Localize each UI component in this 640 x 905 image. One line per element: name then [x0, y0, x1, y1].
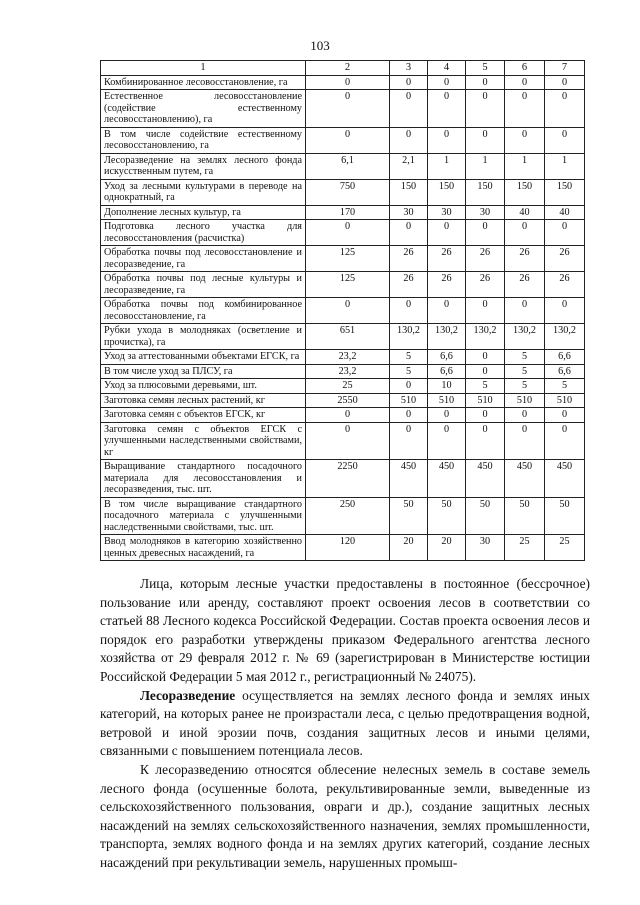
cell-value: 0 — [466, 364, 505, 379]
cell-value: 0 — [545, 298, 585, 324]
cell-value: 0 — [306, 220, 390, 246]
cell-value: 0 — [545, 90, 585, 128]
cell-value: 20 — [428, 535, 466, 561]
cell-value: 0 — [505, 127, 545, 153]
table-row — [101, 90, 585, 128]
cell-value: 10 — [428, 379, 466, 394]
table-row — [101, 408, 585, 423]
row-label: Комбинированное лесовосстановление, га — [101, 75, 306, 90]
cell-value: 510 — [505, 393, 545, 408]
cell-value: 0 — [390, 298, 428, 324]
cell-value: 0 — [306, 127, 390, 153]
row-label: Ввод молодняков в категорию хозяйственно ценных древесных насаждений, га — [101, 535, 306, 561]
cell-value: 250 — [306, 497, 390, 535]
cell-value: 0 — [466, 220, 505, 246]
cell-value: 0 — [466, 75, 505, 90]
cell-value: 510 — [390, 393, 428, 408]
cell-value: 150 — [505, 179, 545, 205]
table-row — [101, 220, 585, 246]
row-label: Рубки ухода в молодняках (осветление и прочистка), га — [101, 324, 306, 350]
cell-value: 6,6 — [545, 350, 585, 365]
cell-value: 450 — [505, 460, 545, 498]
cell-value: 0 — [505, 422, 545, 460]
cell-value: 150 — [428, 179, 466, 205]
cell-value: 40 — [505, 205, 545, 220]
cell-value: 130,2 — [390, 324, 428, 350]
cell-value: 0 — [466, 90, 505, 128]
row-label: В том числе выращивание стандартного посадочного материала с улучшенными наследственными свойствами, тыс. шт. — [101, 497, 306, 535]
column-header: 7 — [545, 61, 585, 76]
cell-value: 0 — [306, 75, 390, 90]
cell-value: 1 — [466, 153, 505, 179]
cell-value: 0 — [428, 298, 466, 324]
cell-value: 26 — [545, 246, 585, 272]
cell-value: 5 — [390, 350, 428, 365]
cell-value: 1 — [545, 153, 585, 179]
cell-value: 0 — [428, 220, 466, 246]
paragraph: Лица, которым лесные участки предоставлены в постоянное (бессрочное) пользование или аренду, составляют проект освоения лесов в соответствии со статьей 88 Лесного кодекса Российской Федерации. Состав проекта освоения лесов и порядок его разработки утверждены приказом Федерального агентства лесного хозяйства от 29 февраля 2012 г. № 69 (зарегистрирован в Министерстве юстиции Российской Федерации 5 мая 2012 г., регистрационный № 24075). — [100, 576, 590, 684]
cell-value: 20 — [390, 535, 428, 561]
cell-value: 0 — [390, 379, 428, 394]
row-label: Уход за лесными культурами в переводе на однократный, га — [101, 179, 306, 205]
cell-value: 0 — [390, 75, 428, 90]
cell-value: 0 — [545, 127, 585, 153]
cell-value: 40 — [545, 205, 585, 220]
table-row — [101, 535, 585, 561]
cell-value: 1 — [505, 153, 545, 179]
term-bold: Лесоразведение — [140, 687, 236, 703]
cell-value: 26 — [466, 246, 505, 272]
cell-value: 0 — [428, 408, 466, 423]
cell-value: 0 — [505, 298, 545, 324]
cell-value: 0 — [390, 422, 428, 460]
body-text — [100, 575, 590, 873]
cell-value: 6,6 — [428, 350, 466, 365]
row-label: Обработка почвы под комбинированное лесовосстановление, га — [101, 298, 306, 324]
cell-value: 26 — [505, 246, 545, 272]
cell-value: 5 — [390, 364, 428, 379]
table-row — [101, 153, 585, 179]
cell-value: 0 — [466, 408, 505, 423]
cell-value: 450 — [466, 460, 505, 498]
cell-value: 0 — [505, 408, 545, 423]
cell-value: 0 — [466, 422, 505, 460]
cell-value: 5 — [466, 379, 505, 394]
cell-value: 450 — [390, 460, 428, 498]
cell-value: 130,2 — [428, 324, 466, 350]
row-label: Обработка почвы под лесовосстановление и лесоразведение, га — [101, 246, 306, 272]
cell-value: 0 — [505, 75, 545, 90]
cell-value: 25 — [545, 535, 585, 561]
table-row — [101, 127, 585, 153]
cell-value: 26 — [428, 246, 466, 272]
cell-value: 30 — [466, 205, 505, 220]
cell-value: 130,2 — [466, 324, 505, 350]
cell-value: 0 — [306, 408, 390, 423]
cell-value: 651 — [306, 324, 390, 350]
cell-value: 150 — [466, 179, 505, 205]
cell-value: 450 — [428, 460, 466, 498]
cell-value: 0 — [306, 298, 390, 324]
cell-value: 0 — [545, 422, 585, 460]
table-row — [101, 379, 585, 394]
cell-value: 0 — [466, 298, 505, 324]
cell-value: 125 — [306, 246, 390, 272]
cell-value: 510 — [545, 393, 585, 408]
cell-value: 510 — [466, 393, 505, 408]
cell-value: 0 — [306, 422, 390, 460]
column-header: 1 — [101, 61, 306, 76]
cell-value: 26 — [390, 246, 428, 272]
cell-value: 26 — [505, 272, 545, 298]
row-label: Подготовка лесного участка для лесовосстановления (расчистка) — [101, 220, 306, 246]
cell-value: 120 — [306, 535, 390, 561]
cell-value: 750 — [306, 179, 390, 205]
cell-value: 0 — [545, 75, 585, 90]
table-row — [101, 324, 585, 350]
cell-value: 0 — [466, 350, 505, 365]
cell-value: 2,1 — [390, 153, 428, 179]
column-header: 3 — [390, 61, 428, 76]
table-row — [101, 298, 585, 324]
cell-value: 2250 — [306, 460, 390, 498]
row-label: В том числе уход за ПЛСУ, га — [101, 364, 306, 379]
row-label: Заготовка семян с объектов ЕГСК, кг — [101, 408, 306, 423]
column-header: 6 — [505, 61, 545, 76]
cell-value: 6,1 — [306, 153, 390, 179]
cell-value: 30 — [428, 205, 466, 220]
cell-value: 450 — [545, 460, 585, 498]
forest-activities-table — [100, 60, 585, 561]
row-label: Естественное лесовосстановление (содействие естественному лесовосстановлению), га — [101, 90, 306, 128]
table-row — [101, 393, 585, 408]
cell-value: 0 — [428, 75, 466, 90]
table-row — [101, 350, 585, 365]
row-label: Заготовка семян лесных растений, кг — [101, 393, 306, 408]
cell-value: 0 — [545, 220, 585, 246]
cell-value: 30 — [390, 205, 428, 220]
table-row — [101, 272, 585, 298]
row-label: Уход за плюсовыми деревьями, шт. — [101, 379, 306, 394]
column-header: 4 — [428, 61, 466, 76]
cell-value: 26 — [545, 272, 585, 298]
paragraph: К лесоразведению относятся облесение нелесных земель в составе земель лесного фонда (осушенные болота, рекультивированные земли, выведенные из сельскохозяйственного пользования, овраги и др.), создание защитных лесных насаждений на землях сельскохозяйственного назначения, землях промышленности, транспорта, землях водного фонда и на землях других категорий, создание лесных насаждений при рекультивации земель, нарушенных промыш- — [100, 761, 590, 870]
cell-value: 26 — [428, 272, 466, 298]
cell-value: 0 — [428, 422, 466, 460]
row-label: Выращивание стандартного посадочного материала для лесовосстановления и лесоразведения, тыс. шт. — [101, 460, 306, 498]
cell-value: 125 — [306, 272, 390, 298]
column-header: 2 — [306, 61, 390, 76]
cell-value: 23,2 — [306, 364, 390, 379]
cell-value: 0 — [505, 90, 545, 128]
cell-value: 50 — [505, 497, 545, 535]
table-row — [101, 497, 585, 535]
cell-value: 30 — [466, 535, 505, 561]
row-label: Дополнение лесных культур, га — [101, 205, 306, 220]
cell-value: 150 — [545, 179, 585, 205]
cell-value: 50 — [428, 497, 466, 535]
cell-value: 0 — [505, 220, 545, 246]
cell-value: 0 — [466, 127, 505, 153]
cell-value: 0 — [428, 90, 466, 128]
cell-value: 0 — [390, 127, 428, 153]
table-row — [101, 246, 585, 272]
cell-value: 5 — [505, 350, 545, 365]
cell-value: 0 — [390, 90, 428, 128]
cell-value: 5 — [505, 364, 545, 379]
row-label: Уход за аттестованными объектами ЕГСК, га — [101, 350, 306, 365]
cell-value: 50 — [390, 497, 428, 535]
cell-value: 1 — [428, 153, 466, 179]
paragraph: Лесоразведение осуществляется на землях лесного фонда и землях иных категорий, на которых ранее не произрастали леса, с целью предотвращения водной, ветровой и иной эрозии почв, создания защитных лесов и иными целями, связанными с повышением потенциала лесов. — [100, 687, 590, 759]
table-row — [101, 75, 585, 90]
cell-value: 0 — [390, 220, 428, 246]
cell-value: 26 — [466, 272, 505, 298]
cell-value: 0 — [390, 408, 428, 423]
cell-value: 2550 — [306, 393, 390, 408]
cell-value: 6,6 — [545, 364, 585, 379]
cell-value: 170 — [306, 205, 390, 220]
cell-value: 50 — [545, 497, 585, 535]
cell-value: 150 — [390, 179, 428, 205]
cell-value: 25 — [306, 379, 390, 394]
row-label: Обработка почвы под лесные культуры и лесоразведение, га — [101, 272, 306, 298]
cell-value: 130,2 — [545, 324, 585, 350]
cell-value: 0 — [545, 408, 585, 423]
cell-value: 25 — [505, 535, 545, 561]
row-label: Лесоразведение на землях лесного фонда искусственным путем, га — [101, 153, 306, 179]
table-row — [101, 364, 585, 379]
cell-value: 510 — [428, 393, 466, 408]
cell-value: 26 — [390, 272, 428, 298]
cell-value: 6,6 — [428, 364, 466, 379]
cell-value: 5 — [545, 379, 585, 394]
page-number: 103 — [310, 38, 330, 53]
column-header: 5 — [466, 61, 505, 76]
table-row — [101, 422, 585, 460]
row-label: Заготовка семян с объектов ЕГСК с улучшенными наследственными свойствами, кг — [101, 422, 306, 460]
cell-value: 23,2 — [306, 350, 390, 365]
cell-value: 130,2 — [505, 324, 545, 350]
cell-value: 5 — [505, 379, 545, 394]
cell-value: 0 — [428, 127, 466, 153]
table-row — [101, 205, 585, 220]
cell-value: 50 — [466, 497, 505, 535]
cell-value: 0 — [306, 90, 390, 128]
table-header-row — [101, 61, 585, 76]
table-row — [101, 179, 585, 205]
row-label: В том числе содействие естественному лесовосстановлению, га — [101, 127, 306, 153]
table-row — [101, 460, 585, 498]
